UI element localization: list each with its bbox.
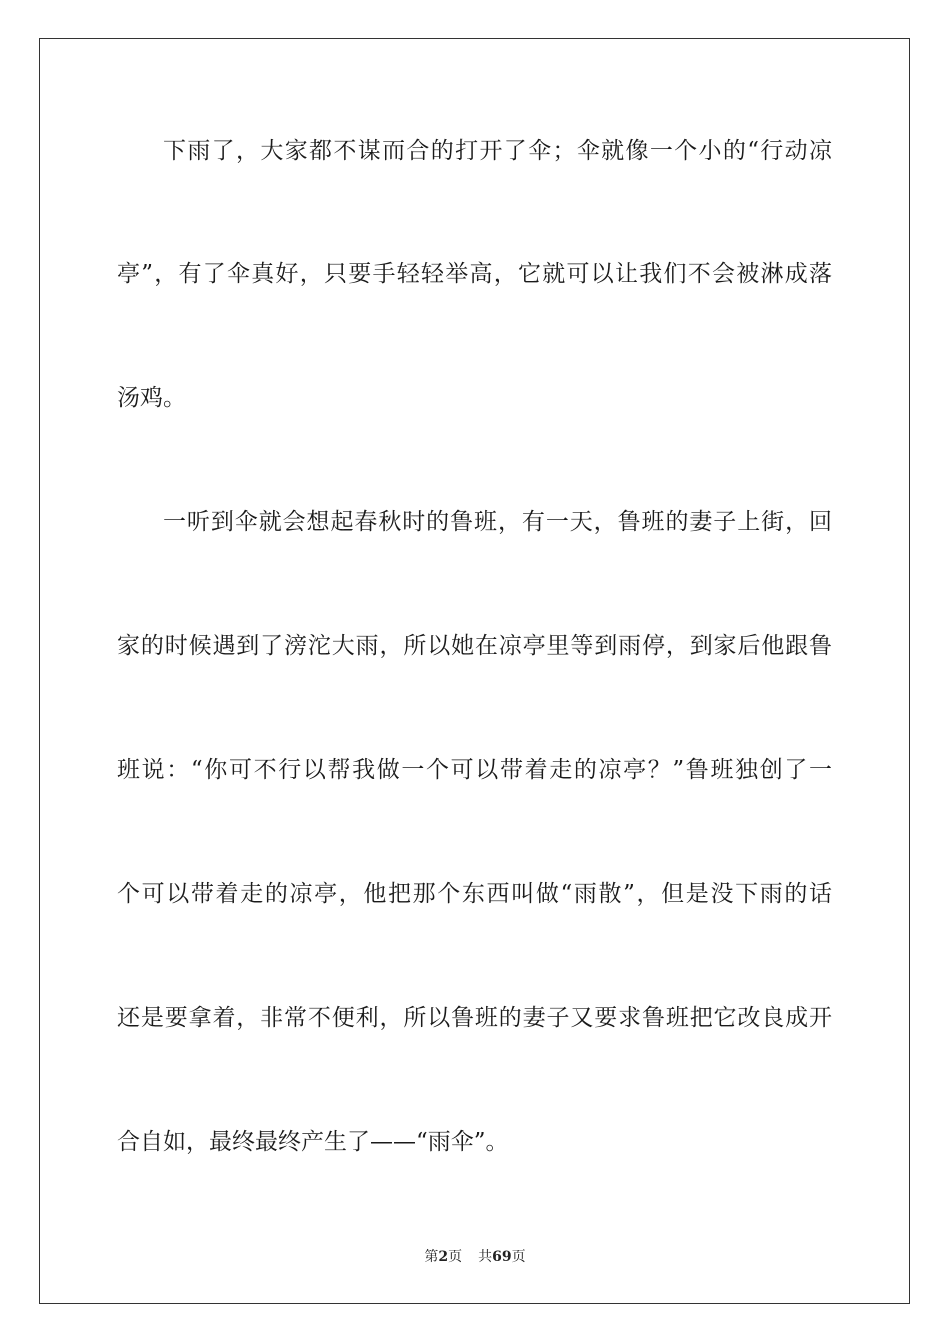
- total-pages: 69: [492, 1249, 512, 1265]
- paragraph-1-line-3: 汤鸡。: [117, 385, 186, 411]
- total-suffix: 页: [511, 1249, 526, 1265]
- page-number: 2: [438, 1249, 449, 1265]
- page-suffix: 页: [448, 1249, 463, 1265]
- paragraph-1-line-1: 下雨了，大家都不谋而合的打开了伞；伞就像一个小的“行动凉: [163, 138, 832, 164]
- paragraph-2-line-4: 个可以带着走的凉亭，他把那个东西叫做“雨散”，但是没下雨的话: [117, 881, 832, 907]
- paragraph-2-line-2: 家的时候遇到了滂沱大雨，所以她在凉亭里等到雨停，到家后他跟鲁: [117, 633, 832, 659]
- paragraph-2-line-5: 还是要拿着，非常不便利，所以鲁班的妻子又要求鲁班把它改良成开: [117, 1005, 832, 1031]
- paragraph-1-line-2: 亭”，有了伞真好，只要手轻轻举高，它就可以让我们不会被淋成落: [117, 261, 832, 287]
- page-prefix: 第: [424, 1249, 439, 1265]
- paragraph-2-line-3: 班说：“你可不行以帮我做一个可以带着走的凉亭？”鲁班独创了一: [117, 757, 832, 783]
- paragraph-2-line-6: 合自如，最终最终产生了——“雨伞”。: [117, 1129, 509, 1155]
- paragraph-2-line-1: 一听到伞就会想起春秋时的鲁班，有一天，鲁班的妻子上街，回: [163, 509, 832, 535]
- page-footer: [0, 1248, 950, 1266]
- page-frame: [39, 38, 910, 1304]
- total-prefix: 共: [478, 1249, 493, 1265]
